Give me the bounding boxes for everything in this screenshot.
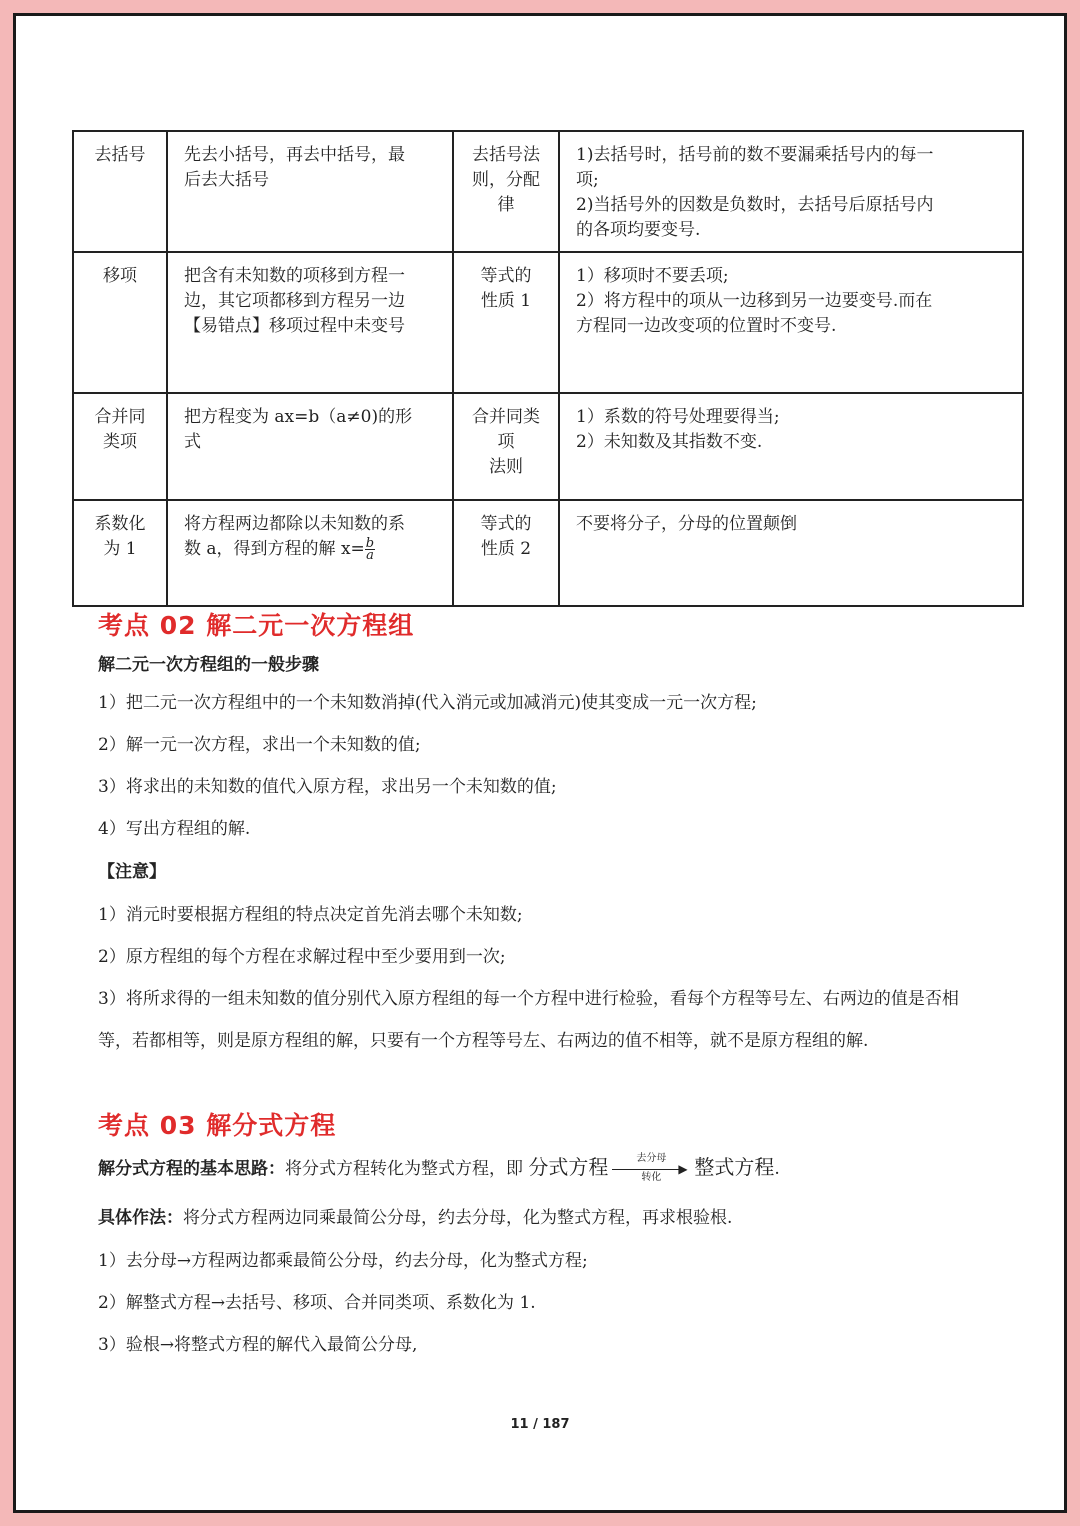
- table-cell-basis: 去括号法 则，分配律: [453, 131, 559, 252]
- table-cell-notes: 1）系数的符号处理要得当; 2）未知数及其指数不变.: [559, 393, 1023, 500]
- list-item: 3）验根→将整式方程的解代入最简公分母,: [98, 1335, 418, 1355]
- table-row: [73, 252, 1023, 393]
- table-cell-method: 将方程两边都除以未知数的系 数 a，得到方程的解 x= $\frac{b}{a}$: [167, 500, 453, 606]
- table-cell-basis: 等式的 性质 2: [453, 500, 559, 606]
- table-row: [73, 393, 1023, 500]
- table-cell-method: 把方程变为 ax=b（a≠0)的形 式: [167, 393, 453, 500]
- table-row: [73, 500, 1023, 606]
- list-item: 2）解一元一次方程，求出一个未知数的值;: [98, 735, 421, 755]
- section-heading-03: 考点 03 解分式方程: [98, 1111, 337, 1140]
- list-item: 1）消元时要根据方程组的特点决定首先消去哪个未知数;: [98, 905, 523, 925]
- note-label: 【注意】: [98, 862, 166, 882]
- page-number: 11 / 187: [510, 1417, 570, 1432]
- equation-steps-table: [72, 130, 1024, 607]
- list-item: 1）把二元一次方程组中的一个未知数消掉(代入消元或加减消元)使其变成一元一次方程;: [98, 693, 757, 713]
- fraction-b-over-a: $\frac{b}{a}$: [365, 536, 375, 563]
- table-cell-step: 去括号: [73, 131, 167, 252]
- list-item: 3）将所求得的一组未知数的值分别代入原方程组的每一个方程中进行检验，看每个方程等号左、右两边的值是否相等，若都相等，则是原方程组的解，只要有一个方程等号左、右两边的值不相等，就不是原方程组的解.: [98, 989, 959, 1051]
- table-row: [73, 131, 1023, 252]
- table-cell-step: 移项: [73, 252, 167, 393]
- table-cell-notes: 1）移项时不要丢项; 2）将方程中的项从一边移到另一边要变号.而在 方程同一边改变项的位置时不变号.: [559, 252, 1023, 393]
- right-arrow-icon: 去分母 ▶ 转化: [610, 1155, 692, 1185]
- method-line: 具体作法：将分式方程两边同乘最简公分母，约去分母，化为整式方程，再求根验根.: [98, 1208, 733, 1228]
- list-item: 3）将求出的未知数的值代入原方程，求出另一个未知数的值;: [98, 777, 557, 797]
- section-subheading: 解二元一次方程组的一般步骤: [98, 655, 319, 675]
- table-cell-notes: 1)去括号时，括号前的数不要漏乘括号内的每一 项; 2)当括号外的因数是负数时，去括号后原括号内 的各项均要变号.: [559, 131, 1023, 252]
- list-item: 2）原方程组的每个方程在求解过程中至少要用到一次;: [98, 947, 506, 967]
- list-item: 4）写出方程组的解.: [98, 819, 251, 839]
- list-item: 1）去分母→方程两边都乘最简公分母，约去分母，化为整式方程;: [98, 1251, 588, 1271]
- list-item: 2）解整式方程→去括号、移项、合并同类项、系数化为 1.: [98, 1293, 536, 1313]
- basic-idea-line: 解分式方程的基本思路：将分式方程转化为整式方程，即 分式方程 去分母 ▶ 转化 整式方程.: [98, 1152, 780, 1183]
- table-cell-notes: 不要将分子，分母的位置颠倒: [559, 500, 1023, 606]
- table-cell-method: 把含有未知数的项移到方程一 边，其它项都移到方程另一边 【易错点】移项过程中未变号: [167, 252, 453, 393]
- table-cell-basis: 等式的 性质 1: [453, 252, 559, 393]
- basic-idea-label: 解分式方程的基本思路：: [98, 1159, 285, 1179]
- section-heading-02: 考点 02 解二元一次方程组: [98, 611, 415, 640]
- table-cell-step: 系数化 为 1: [73, 500, 167, 606]
- table-cell-step: 合并同 类项: [73, 393, 167, 500]
- method-label: 具体作法：: [98, 1208, 183, 1228]
- table-cell-basis: 合并同类项 法则: [453, 393, 559, 500]
- table-cell-method: 先去小括号，再去中括号，最 后去大括号: [167, 131, 453, 252]
